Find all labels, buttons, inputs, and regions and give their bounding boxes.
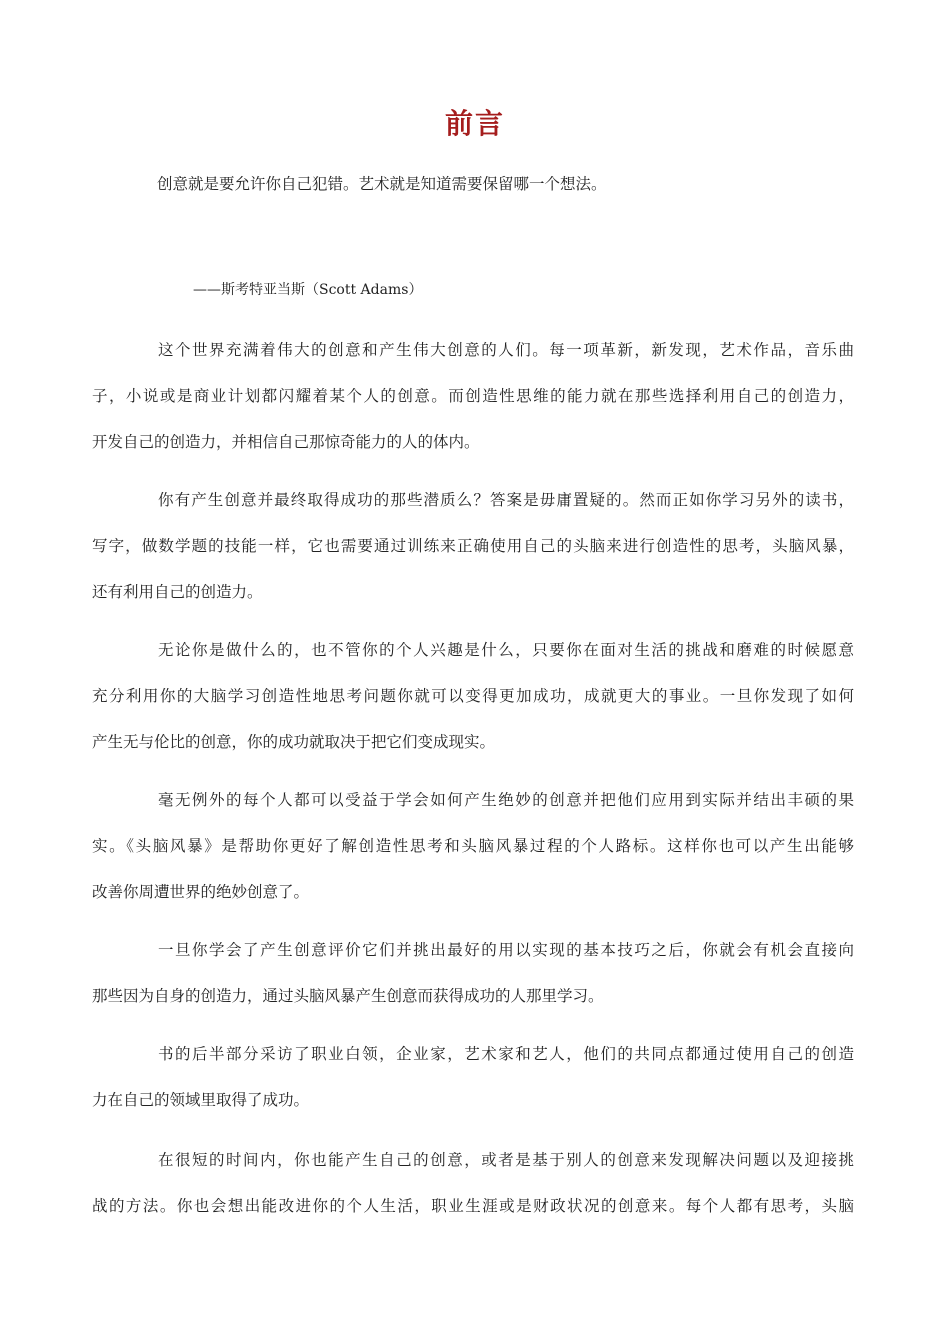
paragraph-line: 改善你周遭世界的绝妙创意了。 [92,883,310,901]
epigraph-attribution: ——斯考特亚当斯（Scott Adams） [193,282,423,298]
paragraph-5 [92,936,854,1028]
paragraph-line: 在很短的时间内，你也能产生自己的创意，或者是基于别人的创意来发现解决问题以及迎接挑 [158,1151,854,1169]
paragraph-line: 开发自己的创造力，并相信自己那惊奇能力的人的体内。 [92,433,480,451]
paragraph-line: 无论你是做什么的，也不管你的个人兴趣是什么，只要你在面对生活的挑战和磨难的时候愿意 [158,641,854,659]
page-title: 前言 [444,107,505,140]
paragraph-line: 充分利用你的大脑学习创造性地思考问题你就可以变得更加成功，成就更大的事业。一旦你发现了如何 [92,687,854,705]
paragraph-4 [92,786,854,924]
paragraph-line: 那些因为自身的创造力，通过头脑风暴产生创意而获得成功的人那里学习。 [92,987,604,1005]
epigraph-quote: 创意就是要允许你自己犯错。艺术就是知道需要保留哪一个想法。 [157,175,607,193]
paragraph-line: 产生无与伦比的创意，你的成功就取决于把它们变成现实。 [92,733,496,751]
paragraph-2 [92,486,854,624]
paragraph-line: 子，小说或是商业计划都闪耀着某个人的创意。而创造性思维的能力就在那些选择利用自己的创造力， [92,387,854,405]
paragraph-line: 实。《头脑风暴》是帮助你更好了解创造性思考和头脑风暴过程的个人路标。这样你也可以产生出能够 [92,837,854,855]
paragraph-line: 力在自己的领域里取得了成功。 [92,1091,310,1109]
paragraph-7 [92,1146,854,1238]
paragraph-line: 战的方法。你也会想出能改进你的个人生活，职业生涯或是财政状况的创意来。每个人都有思考，头脑 [92,1197,854,1215]
paragraph-line: 毫无例外的每个人都可以受益于学会如何产生绝妙的创意并把他们应用到实际并结出丰硕的果 [158,791,854,809]
paragraph-line: 书的后半部分采访了职业白领，企业家，艺术家和艺人，他们的共同点都通过使用自己的创造 [158,1045,854,1063]
paragraph-6 [92,1040,854,1132]
paragraph-line: 你有产生创意并最终取得成功的那些潜质么？答案是毋庸置疑的。然而正如你学习另外的读书， [158,491,854,509]
paragraph-3 [92,636,854,774]
paragraph-line: 写字，做数学题的技能一样，它也需要通过训练来正确使用自己的头脑来进行创造性的思考，头脑风暴， [92,537,854,555]
paragraph-1 [92,336,854,474]
paragraph-line: 一旦你学会了产生创意评价它们并挑出最好的用以实现的基本技巧之后，你就会有机会直接向 [158,941,854,959]
paragraph-line: 这个世界充满着伟大的创意和产生伟大创意的人们。每一项革新，新发现，艺术作品，音乐曲 [158,341,854,359]
paragraph-line: 还有利用自己的创造力。 [92,583,263,601]
